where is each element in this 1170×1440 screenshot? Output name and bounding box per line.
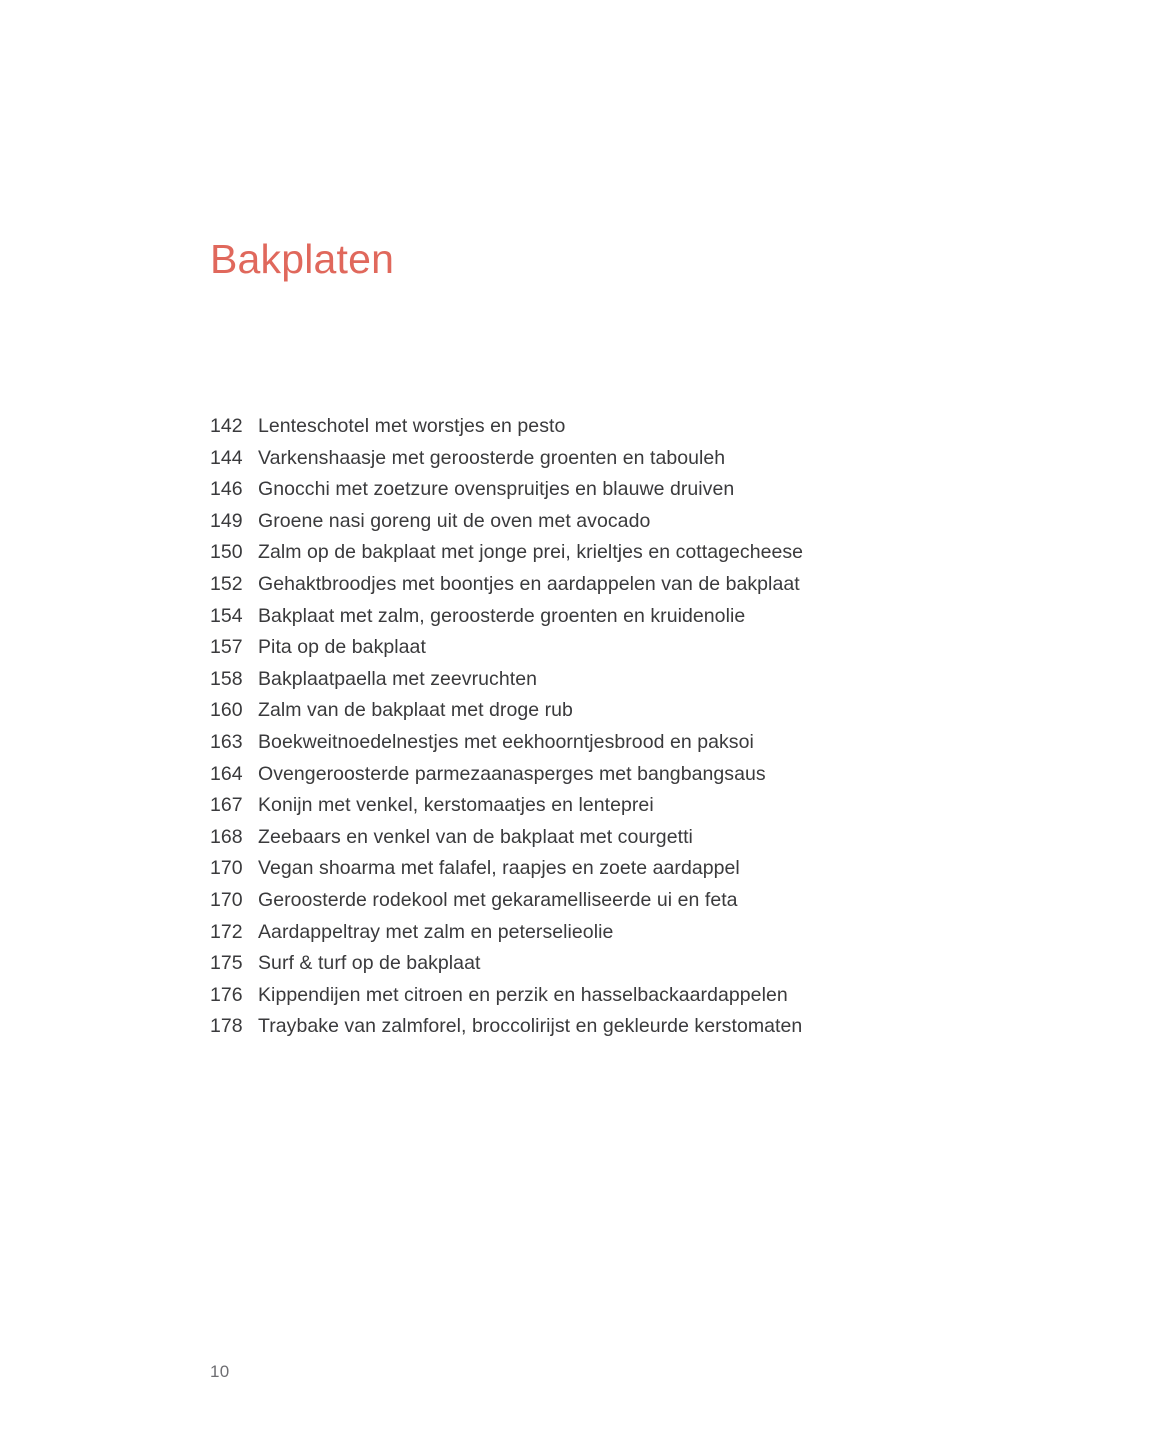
toc-entry[interactable] [210, 478, 970, 510]
toc-entry-title: Groene nasi goreng uit de oven met avocado [258, 509, 651, 532]
toc-entry-page-number: 178 [210, 1015, 243, 1038]
toc-entry[interactable] [210, 952, 970, 984]
toc-entry-page-number: 163 [210, 730, 243, 753]
toc-entry[interactable] [210, 510, 970, 542]
toc-entry[interactable] [210, 921, 970, 953]
toc-entry[interactable] [210, 415, 970, 447]
folio-page-number: 10 [210, 1362, 230, 1381]
toc-entry-title: Vegan shoarma met falafel, raapjes en zoete aardappel [258, 857, 740, 880]
toc-entry-page-number: 175 [210, 952, 243, 975]
toc-entry-page-number: 170 [210, 888, 243, 911]
toc-entry-title: Gehaktbroodjes met boontjes en aardappelen van de bakplaat [258, 572, 800, 595]
toc-entry-page-number: 172 [210, 920, 243, 943]
toc-entry-page-number: 142 [210, 415, 243, 437]
toc-entry-page-number: 157 [210, 636, 243, 659]
toc-entry-title: Aardappeltray met zalm en peterselieolie [258, 920, 614, 943]
toc-entry-page-number: 170 [210, 857, 243, 880]
toc-entry-title: Geroosterde rodekool met gekaramelliseerde ui en feta [258, 888, 738, 911]
toc-entry[interactable] [210, 889, 970, 921]
toc-entry-title: Surf & turf op de bakplaat [258, 952, 481, 975]
toc-entry-title: Traybake van zalmforel, broccolirijst en gekleurde kerstomaten [258, 1015, 803, 1038]
toc-entry-page-number: 150 [210, 541, 243, 564]
toc-entry[interactable] [210, 794, 970, 826]
toc-entry-page-number: 146 [210, 478, 243, 501]
toc-entry[interactable] [210, 447, 970, 479]
toc-entry-title: Lenteschotel met worstjes en pesto [258, 415, 566, 437]
table-of-contents [210, 415, 970, 1047]
toc-entry[interactable] [210, 699, 970, 731]
toc-entry[interactable] [210, 731, 970, 763]
toc-entry-title: Zeebaars en venkel van de bakplaat met courgetti [258, 825, 693, 848]
toc-entry[interactable] [210, 984, 970, 1016]
toc-entry[interactable] [210, 1015, 970, 1047]
toc-entry[interactable] [210, 636, 970, 668]
toc-entry-page-number: 144 [210, 446, 243, 469]
toc-entry-page-number: 160 [210, 699, 243, 722]
toc-entry[interactable] [210, 826, 970, 858]
toc-entry-page-number: 176 [210, 983, 243, 1006]
toc-entry-page-number: 158 [210, 667, 243, 690]
toc-entry-title: Bakplaat met zalm, geroosterde groenten en kruidenolie [258, 604, 746, 627]
toc-entry-title: Zalm van de bakplaat met droge rub [258, 699, 573, 722]
toc-entry-title: Konijn met venkel, kerstomaatjes en lenteprei [258, 794, 654, 817]
toc-entry-title: Varkenshaasje met geroosterde groenten en tabouleh [258, 446, 726, 469]
toc-entry[interactable] [210, 573, 970, 605]
toc-entry-title: Gnocchi met zoetzure ovenspruitjes en blauwe druiven [258, 478, 735, 501]
toc-entry-title: Pita op de bakplaat [258, 636, 426, 659]
toc-entry-page-number: 164 [210, 762, 243, 785]
toc-entry[interactable] [210, 668, 970, 700]
toc-entry[interactable] [210, 605, 970, 637]
toc-entry-title: Ovengeroosterde parmezaanasperges met bangbangsaus [258, 762, 766, 785]
toc-entry-title: Zalm op de bakplaat met jonge prei, krieltjes en cottagecheese [258, 541, 804, 564]
toc-entry-page-number: 152 [210, 572, 243, 595]
toc-entry-title: Bakplaatpaella met zeevruchten [258, 667, 538, 690]
toc-entry[interactable] [210, 857, 970, 889]
toc-entry-title: Kippendijen met citroen en perzik en hasselbackaardappelen [258, 983, 788, 1006]
page-title: Bakplaten [210, 236, 395, 282]
toc-entry-page-number: 149 [210, 509, 243, 532]
toc-entry-title: Boekweitnoedelnestjes met eekhoorntjesbrood en paksoi [258, 730, 754, 753]
toc-entry-page-number: 154 [210, 604, 243, 627]
toc-entry[interactable] [210, 763, 970, 795]
toc-entry-page-number: 168 [210, 825, 243, 848]
toc-entry-page-number: 167 [210, 794, 243, 817]
toc-entry[interactable] [210, 541, 970, 573]
